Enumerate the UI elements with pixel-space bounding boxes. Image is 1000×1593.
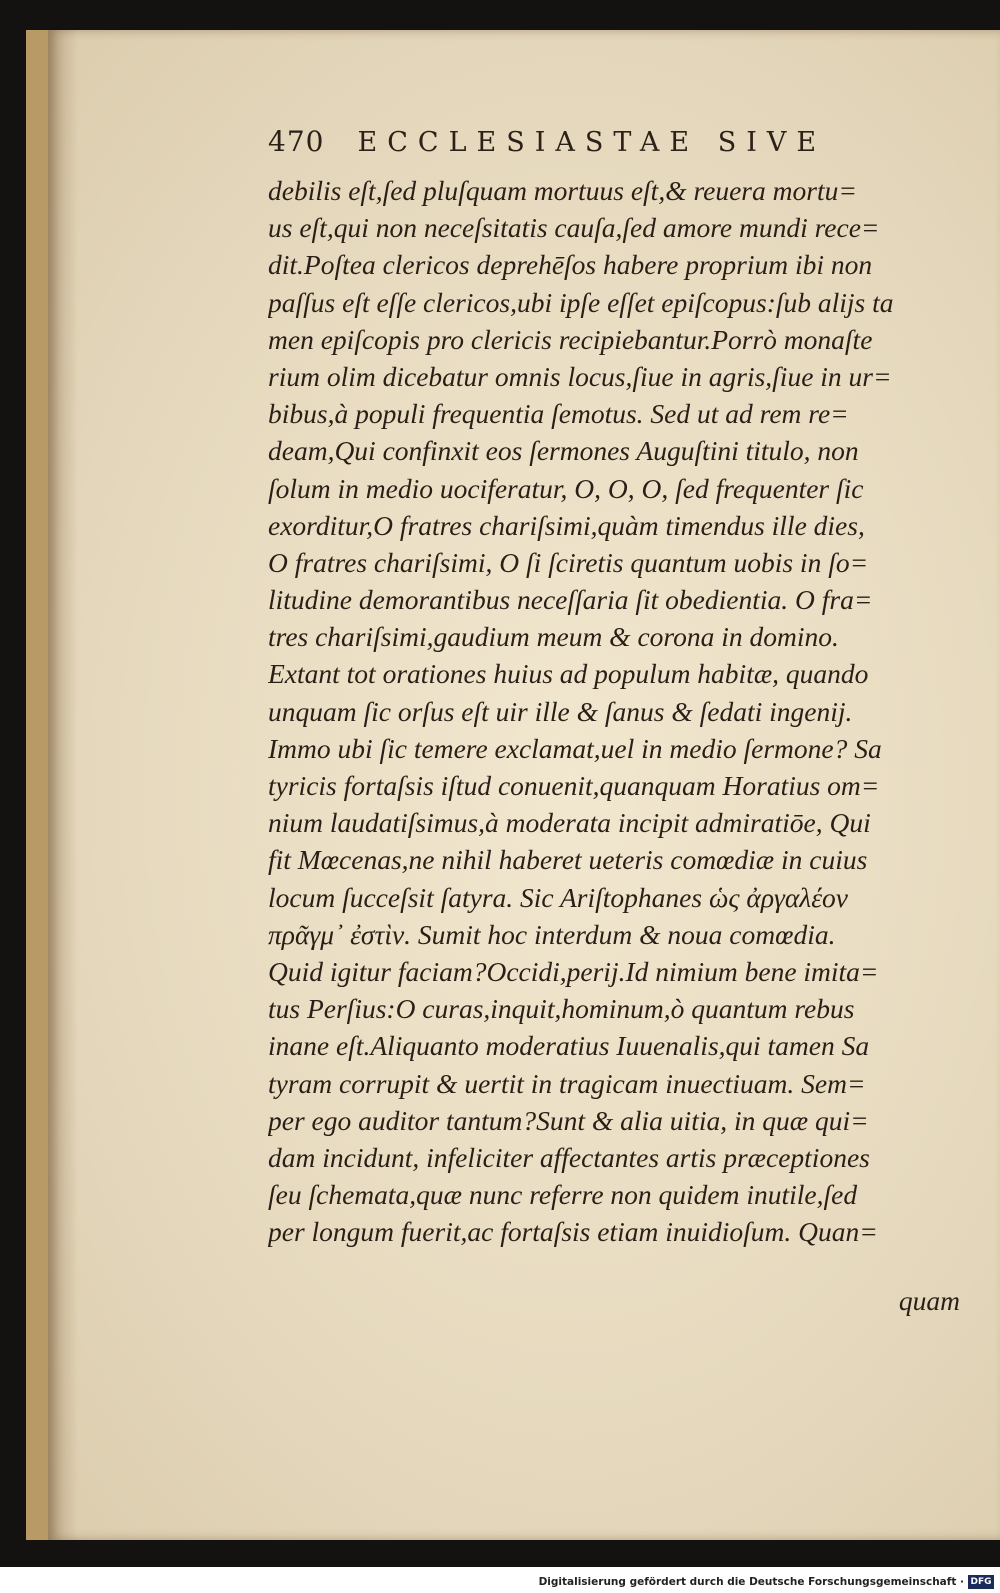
text-line: Immo ubi ſic temere exclamat,uel in medio ſermone? Sa [268,732,882,764]
text-line: Extant tot orationes huius ad populum habitæ, quando [268,658,869,690]
text-line: dit.Poſtea clericos deprehēſos habere proprium ibi non [268,249,873,281]
text-line: us eſt,qui non neceſsitatis cauſa,ſed amore mundi rece= [268,212,880,244]
page-number: 470 [268,125,325,158]
text-line: inane eſt.Aliquanto moderatius Iuuenalis,qui tamen Sa [268,1030,870,1062]
text-line: men epiſcopis pro clericis recipiebantur.Porrò monaſte [268,323,873,355]
text-line: tres chariſsimi,gaudium meum & corona in domino. [268,621,839,653]
text-line: tyricis fortaſsis iſtud conuenit,quanquam Horatius om= [268,770,880,801]
text-line: per ego auditor tantum?Sunt & alia uitia, in quæ qui= [268,1104,869,1136]
text-line: debilis eſt,ſed pluſquam mortuus eſt,& reuera mortu= [268,175,857,206]
text-line: fit Mœcenas,ne nihil haberet ueteris comœdiæ in cuius [268,844,868,876]
text-line: nium laudatiſsimus,à moderata incipit admiratiōe, Qui [268,807,871,839]
footer-credit: Digitalisierung gefördert durch die Deutsche Forschungsgemeinschaft · [538,1576,964,1588]
text-line: unquam ſic orſus eſt uir ille & ſanus & ſedati ingenij. [268,695,853,727]
dfg-logo-icon: DFG [968,1575,994,1589]
text-line: litudine demorantibus neceſſaria ſit obedientia. O fra= [268,584,873,616]
text-line: paſſus eſt eſſe clericos,ubi ipſe eſſet epiſcopus:ſub alijs ta [268,286,894,318]
body-text [268,172,963,1250]
text-line: deam,Qui confinxit eos ſermones Auguſtini titulo, non [268,435,859,467]
text-line: ſeu ſchemata,quæ nunc referre non quidem inutile,ſed [268,1179,858,1211]
gutter-shadow [48,30,78,1540]
catchword: quam [898,1285,960,1316]
text-line: tus Perſius:O curas,inquit,hominum,ò quantum rebus [268,993,855,1025]
text-line: tyram corrupit & uertit in tragicam inuectiuam. Sem= [268,1067,866,1099]
text-line: ſolum in medio uociferatur, O, O, O, ſed frequenter ſic [268,472,864,504]
text-line: rium olim dicebatur omnis locus,ſiue in agris,ſiue in ur= [268,360,892,392]
text-line: exorditur,O fratres chariſsimi,quàm timendus ille dies, [268,509,865,541]
text-line: locum ſucceſsit ſatyra. Sic Ariſtophanes ὡς ἀργαλέον [268,881,849,913]
text-line: bibus,à populi frequentia ſemotus. Sed ut ad rem re= [268,398,849,430]
text-line: dam incidunt, infeliciter affectantes artis præceptiones [268,1141,870,1173]
running-title: ECCLESIASTAE SIVE [357,127,827,158]
text-line: Quid igitur faciam?Occidi,perij.Id nimium bene imita= [268,955,879,987]
page-header [268,125,908,158]
footer-bar [0,1567,1000,1593]
text-line: πρᾶγμ᾽ ἐστὶν. Sumit hoc interdum & noua comœdia. [268,918,836,950]
text-line: O fratres chariſsimi, O ſi ſciretis quantum uobis in ſo= [268,546,869,578]
text-line: per longum fuerit,ac fortaſsis etiam inuidioſum. Quan= [268,1216,878,1248]
